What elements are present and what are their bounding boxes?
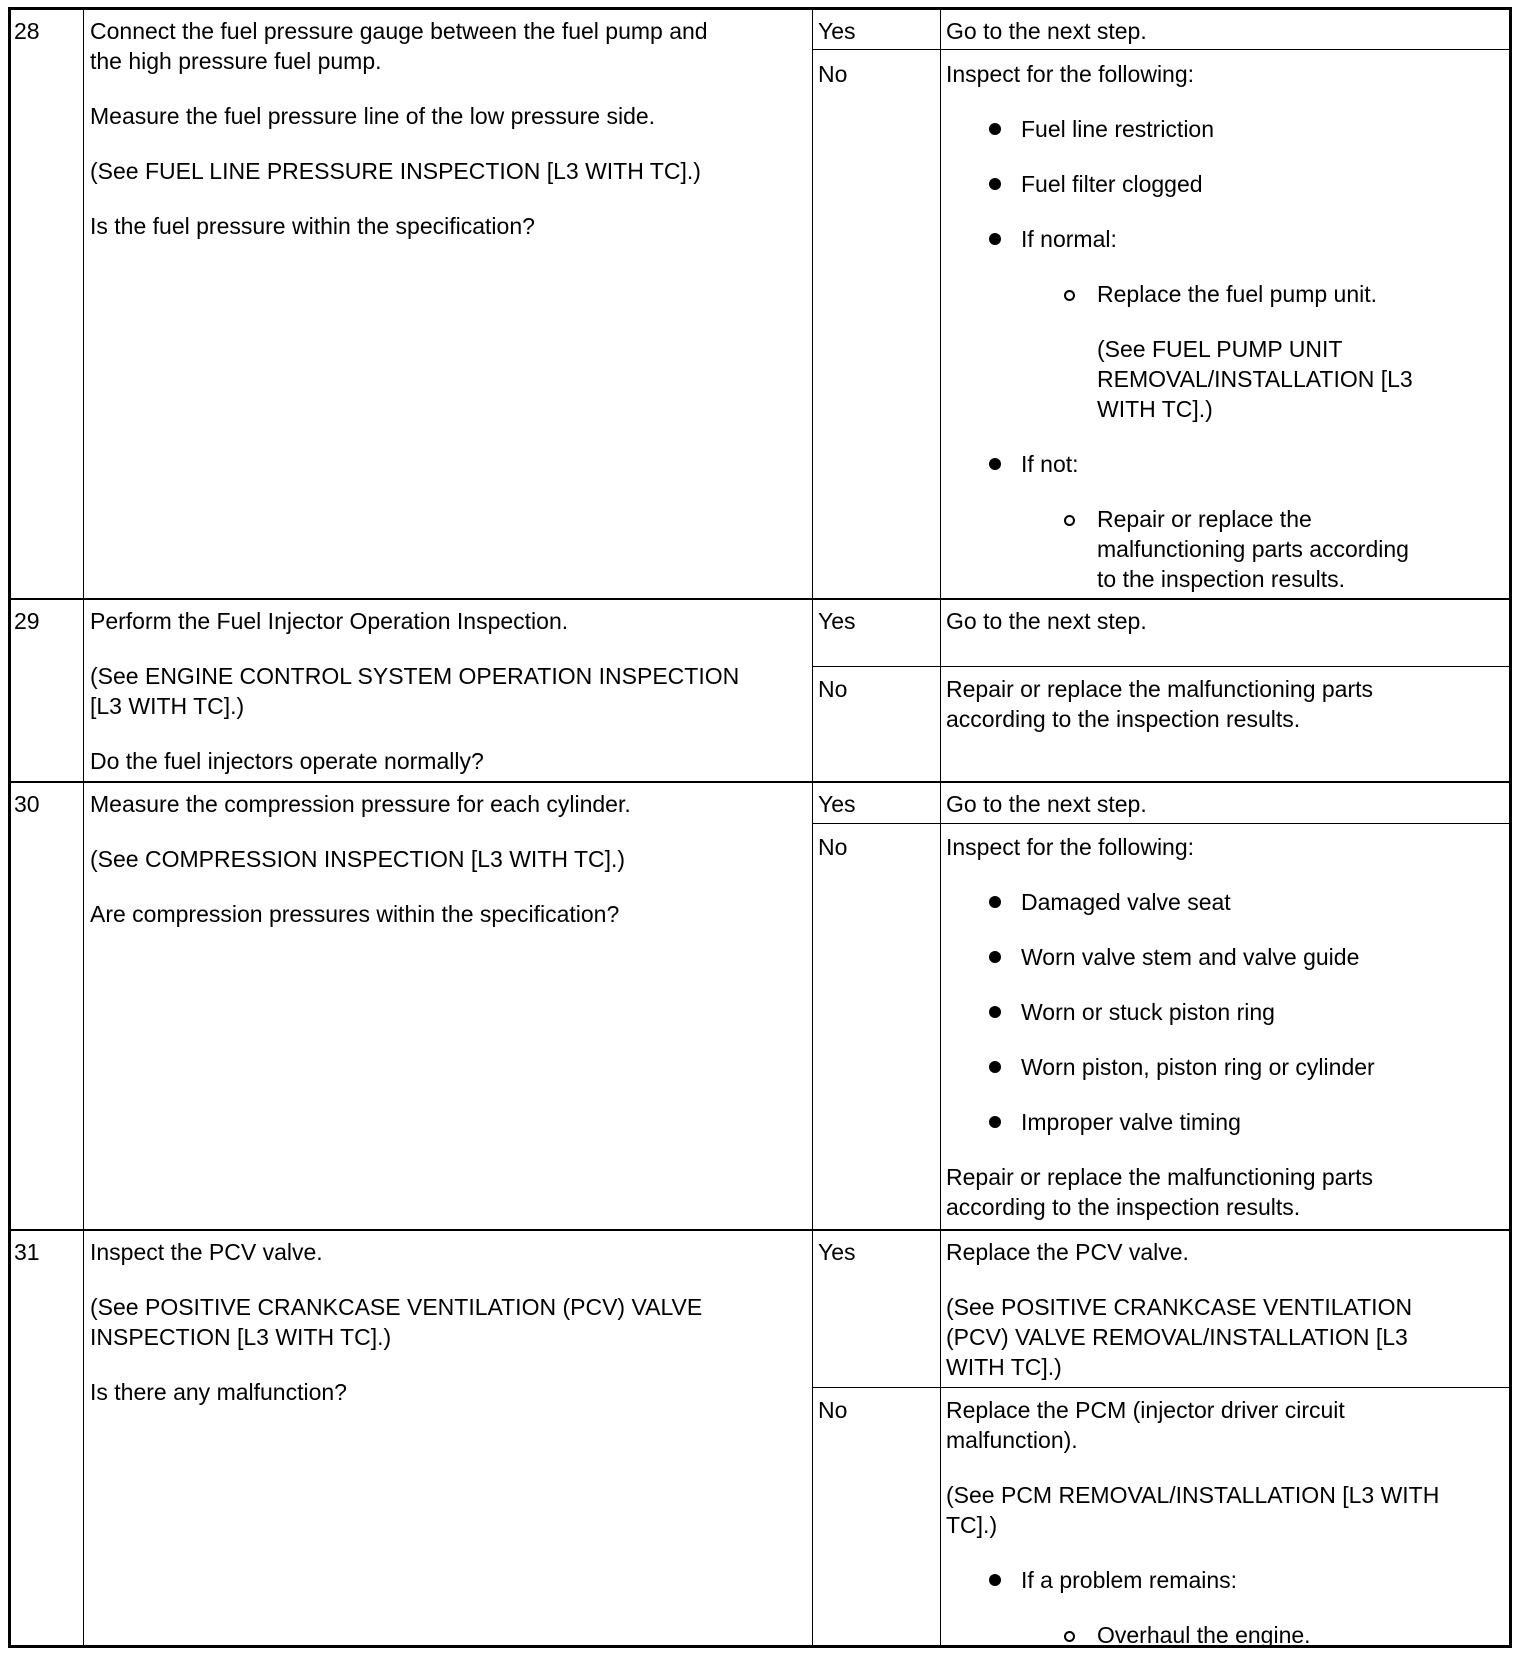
yes-result: Go to the next step. xyxy=(946,791,1147,817)
yes-result: Go to the next step. xyxy=(946,18,1147,44)
sub-bullet-icon xyxy=(1064,1631,1075,1642)
no-result: malfunction). xyxy=(946,1427,1078,1453)
no-result: Repair or replace the malfunctioning parts xyxy=(946,676,1374,702)
yes-no-divider xyxy=(812,823,1509,824)
no-result: Replace the PCM (injector driver circuit xyxy=(946,1397,1345,1423)
reference-text: TC].) xyxy=(946,1512,998,1538)
question-text: Are compression pressures within the specification? xyxy=(90,901,620,927)
bullet-icon xyxy=(989,123,1001,135)
question-text: Is the fuel pressure within the specification? xyxy=(90,213,535,239)
no-result-intro: Inspect for the following: xyxy=(946,834,1195,860)
reference-text: (See FUEL PUMP UNIT xyxy=(1097,336,1343,362)
no-result-intro: Inspect for the following: xyxy=(946,61,1195,87)
bullet-icon xyxy=(989,458,1001,470)
yes-label: Yes xyxy=(818,18,856,44)
sub-bullet-icon xyxy=(1064,515,1075,526)
bullet-icon xyxy=(989,951,1001,963)
step-number: 29 xyxy=(14,608,40,634)
no-label: No xyxy=(818,676,848,702)
no-result: according to the inspection results. xyxy=(946,706,1301,732)
bullet-icon xyxy=(989,896,1001,908)
step-number: 28 xyxy=(14,18,40,44)
yes-no-divider xyxy=(812,1387,1509,1388)
question-text: Is there any malfunction? xyxy=(90,1379,347,1405)
sub-bullet-text: Repair or replace the xyxy=(1097,506,1312,532)
reference-text: INSPECTION [L3 WITH TC].) xyxy=(90,1324,392,1350)
bullet-icon xyxy=(989,1006,1001,1018)
row-divider xyxy=(11,598,1509,600)
row-divider xyxy=(11,1229,1509,1231)
reference-text: WITH TC].) xyxy=(1097,396,1213,422)
yes-result: Go to the next step. xyxy=(946,608,1147,634)
yes-result: Replace the PCV valve. xyxy=(946,1239,1189,1265)
no-result: according to the inspection results. xyxy=(946,1194,1301,1220)
yes-label: Yes xyxy=(818,1239,856,1265)
bullet-icon xyxy=(989,1574,1001,1586)
action-text: Perform the Fuel Injector Operation Inspection. xyxy=(90,608,569,634)
row-divider xyxy=(11,781,1509,783)
bullet-text: Fuel filter clogged xyxy=(1021,171,1203,197)
column-divider-step xyxy=(83,10,84,1645)
no-label: No xyxy=(818,834,848,860)
reference-text: (See PCM REMOVAL/INSTALLATION [L3 WITH xyxy=(946,1482,1440,1508)
column-divider-action xyxy=(812,10,813,1645)
action-text: Inspect the PCV valve. xyxy=(90,1239,323,1265)
bullet-icon xyxy=(989,1116,1001,1128)
sub-bullet-text: to the inspection results. xyxy=(1097,566,1346,592)
reference-text: (See COMPRESSION INSPECTION [L3 WITH TC].) xyxy=(90,846,626,872)
no-label: No xyxy=(818,61,848,87)
reference-text: (See ENGINE CONTROL SYSTEM OPERATION INSPECTION xyxy=(90,663,740,689)
no-label: No xyxy=(818,1397,848,1423)
bullet-text: Damaged valve seat xyxy=(1021,889,1231,915)
bullet-text: Improper valve timing xyxy=(1021,1109,1241,1135)
reference-text: (See POSITIVE CRANKCASE VENTILATION xyxy=(946,1294,1413,1320)
reference-text: (See POSITIVE CRANKCASE VENTILATION (PCV) VALVE xyxy=(90,1294,703,1320)
yes-no-divider xyxy=(812,666,1509,667)
bullet-icon xyxy=(989,178,1001,190)
yes-label: Yes xyxy=(818,608,856,634)
question-text: Do the fuel injectors operate normally? xyxy=(90,748,484,774)
troubleshooting-table xyxy=(8,7,1512,1648)
bullet-text: If not: xyxy=(1021,451,1079,477)
bullet-icon xyxy=(989,1061,1001,1073)
bullet-text: Fuel line restriction xyxy=(1021,116,1215,142)
yes-label: Yes xyxy=(818,791,856,817)
bullet-text: If normal: xyxy=(1021,226,1117,252)
sub-bullet-text: Overhaul the engine. xyxy=(1097,1622,1311,1648)
step-number: 30 xyxy=(14,791,40,817)
bullet-icon xyxy=(989,233,1001,245)
yes-no-divider xyxy=(812,49,1509,50)
sub-bullet-text: malfunctioning parts according xyxy=(1097,536,1409,562)
no-result: Repair or replace the malfunctioning parts xyxy=(946,1164,1374,1190)
action-text: Measure the compression pressure for each cylinder. xyxy=(90,791,631,817)
bullet-text: Worn piston, piston ring or cylinder xyxy=(1021,1054,1375,1080)
column-divider-result xyxy=(940,10,941,1645)
step-number: 31 xyxy=(14,1239,40,1265)
bullet-text: If a problem remains: xyxy=(1021,1567,1238,1593)
reference-text: (PCV) VALVE REMOVAL/INSTALLATION [L3 xyxy=(946,1324,1408,1350)
reference-text: (See FUEL LINE PRESSURE INSPECTION [L3 WITH TC].) xyxy=(90,158,701,184)
reference-text: WITH TC].) xyxy=(946,1354,1062,1380)
sub-bullet-icon xyxy=(1064,290,1075,301)
action-text: Measure the fuel pressure line of the low pressure side. xyxy=(90,103,656,129)
sub-bullet-text: Replace the fuel pump unit. xyxy=(1097,281,1378,307)
reference-text: [L3 WITH TC].) xyxy=(90,693,245,719)
action-text: the high pressure fuel pump. xyxy=(90,48,382,74)
action-text: Connect the fuel pressure gauge between the fuel pump and xyxy=(90,18,708,44)
bullet-text: Worn valve stem and valve guide xyxy=(1021,944,1360,970)
reference-text: REMOVAL/INSTALLATION [L3 xyxy=(1097,366,1413,392)
bullet-text: Worn or stuck piston ring xyxy=(1021,999,1275,1025)
